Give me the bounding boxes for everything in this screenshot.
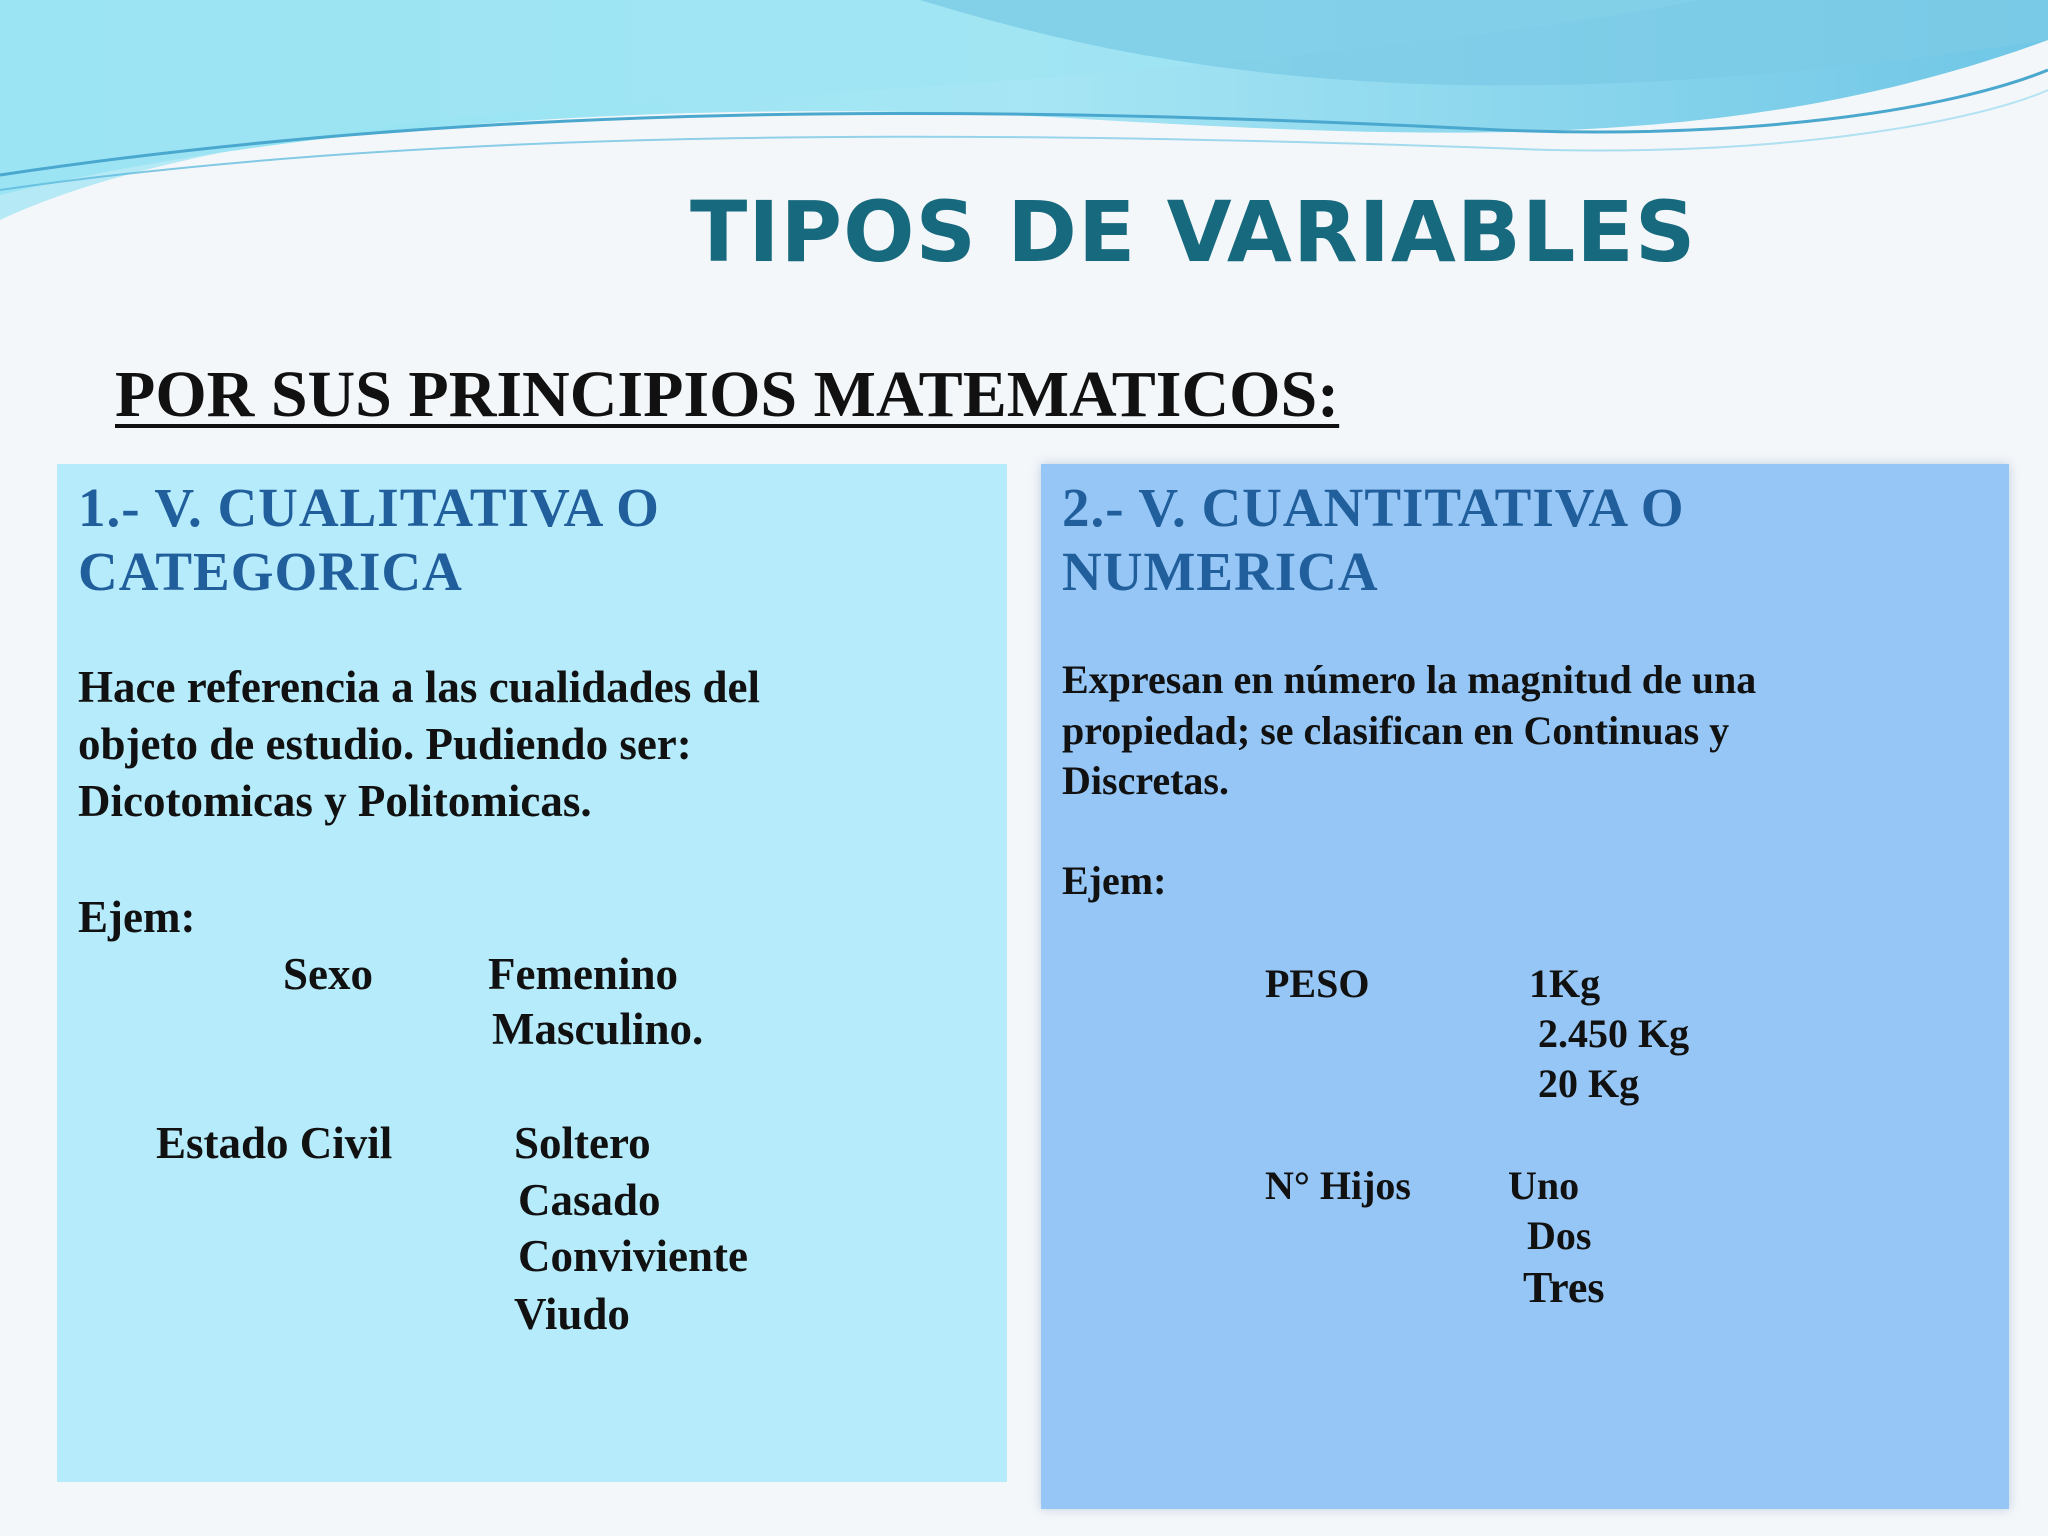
example-value: Uno — [1508, 1163, 1580, 1208]
qualitative-heading-line1: 1.- V. CUALITATIVA O — [78, 477, 660, 538]
quantitative-description-line3: Discretas. — [1062, 758, 1229, 803]
quantitative-heading-line1: 2.- V. CUANTITATIVA O — [1062, 477, 1685, 538]
quantitative-description-line2: propiedad; se clasifican en Continuas y — [1062, 708, 1730, 753]
qualitative-example-label: Ejem: — [78, 892, 196, 942]
example-value: Masculino. — [492, 1004, 704, 1054]
example-variable-peso: PESO — [1265, 961, 1370, 1006]
example-value: 1Kg — [1529, 961, 1601, 1006]
example-value: Dos — [1527, 1213, 1592, 1258]
quantitative-variable-box — [1041, 464, 2009, 1509]
quantitative-heading-line2: NUMERICA — [1062, 541, 1379, 602]
qualitative-description-line3: Dicotomicas y Politomicas. — [78, 776, 592, 826]
example-value: 20 Kg — [1538, 1061, 1640, 1106]
example-value: Casado — [518, 1175, 661, 1225]
quantitative-description-line1: Expresan en número la magnitud de una — [1062, 657, 1757, 702]
example-variable-sexo: Sexo — [283, 949, 373, 999]
example-variable-estado-civil: Estado Civil — [156, 1118, 393, 1168]
qualitative-description-line1: Hace referencia a las cualidades del — [78, 662, 760, 712]
qualitative-heading-line2: CATEGORICA — [78, 541, 463, 602]
example-value: Soltero — [514, 1118, 651, 1168]
example-value: Femenino — [488, 949, 678, 999]
qualitative-description-line2: objeto de estudio. Pudiendo ser: — [78, 719, 692, 769]
example-variable-hijos: N° Hijos — [1265, 1163, 1411, 1208]
qualitative-variable-box — [57, 464, 1007, 1482]
slide-subtitle: POR SUS PRINCIPIOS MATEMATICOS: — [115, 358, 1340, 431]
example-value: Conviviente — [518, 1231, 748, 1281]
quantitative-example-label: Ejem: — [1062, 858, 1167, 903]
slide-title: TIPOS DE VARIABLES — [690, 183, 1697, 281]
example-value: Viudo — [514, 1289, 630, 1339]
example-value: Tres — [1523, 1263, 1605, 1312]
example-value: 2.450 Kg — [1538, 1011, 1690, 1056]
